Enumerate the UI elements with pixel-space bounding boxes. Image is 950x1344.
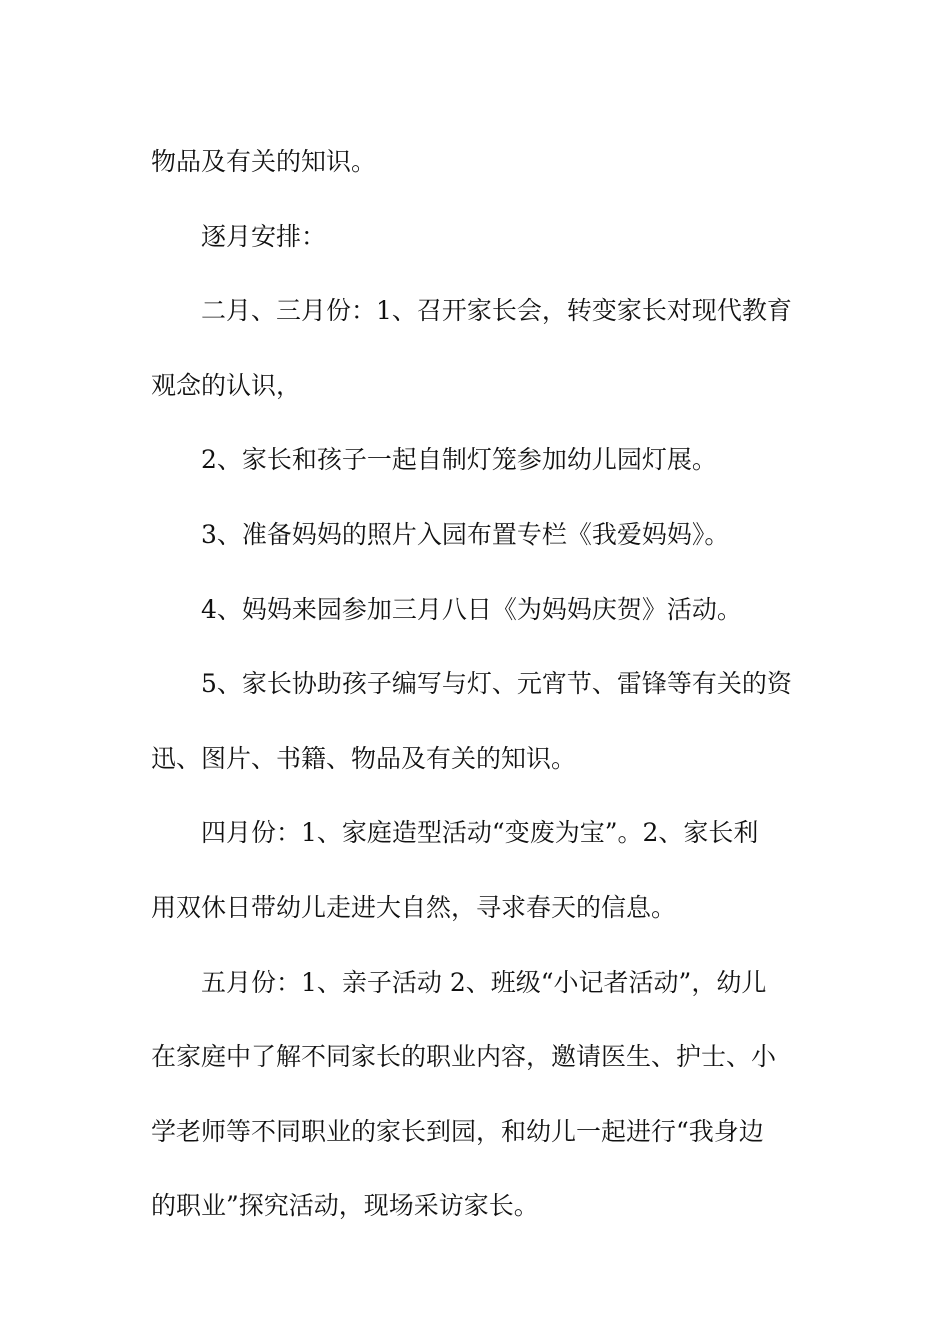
text-line: 逐月安排： [201, 221, 327, 251]
text-line: 学老师等不同职业的家长到园，和幼儿一起进行“我身边 [151, 1116, 764, 1146]
text-line: 4、妈妈来园参加三月八日《为妈妈庆贺》活动。 [201, 594, 742, 624]
text-line: 用双休日带幼儿走进大自然，寻求春天的信息。 [151, 892, 677, 922]
text-line: 3、准备妈妈的照片入园布置专栏《我爱妈妈》。 [201, 519, 730, 549]
text-line: 的职业”探究活动，现场采访家长。 [151, 1191, 539, 1221]
document-body [151, 125, 811, 1244]
text-line: 四月份：1、家庭造型活动“变废为宝”。2、家长利 [201, 818, 759, 848]
text-line: 二月、三月份：1、召开家长会，转变家长对现代教育 [201, 296, 792, 326]
text-line: 在家庭中了解不同家长的职业内容，邀请医生、护士、小 [151, 1042, 777, 1072]
text-line: 迅、图片、书籍、物品及有关的知识。 [151, 743, 577, 773]
text-line: 五月份：1、亲子活动 2、班级“小记者活动”，幼儿 [201, 967, 767, 997]
text-line: 2、家长和孩子一起自制灯笼参加幼儿园灯展。 [201, 445, 717, 475]
text-line: 观念的认识， [151, 370, 302, 400]
text-line: 物品及有关的知识。 [151, 147, 377, 176]
text-line: 5、家长协助孩子编写与灯、元宵节、雷锋等有关的资 [201, 669, 792, 699]
